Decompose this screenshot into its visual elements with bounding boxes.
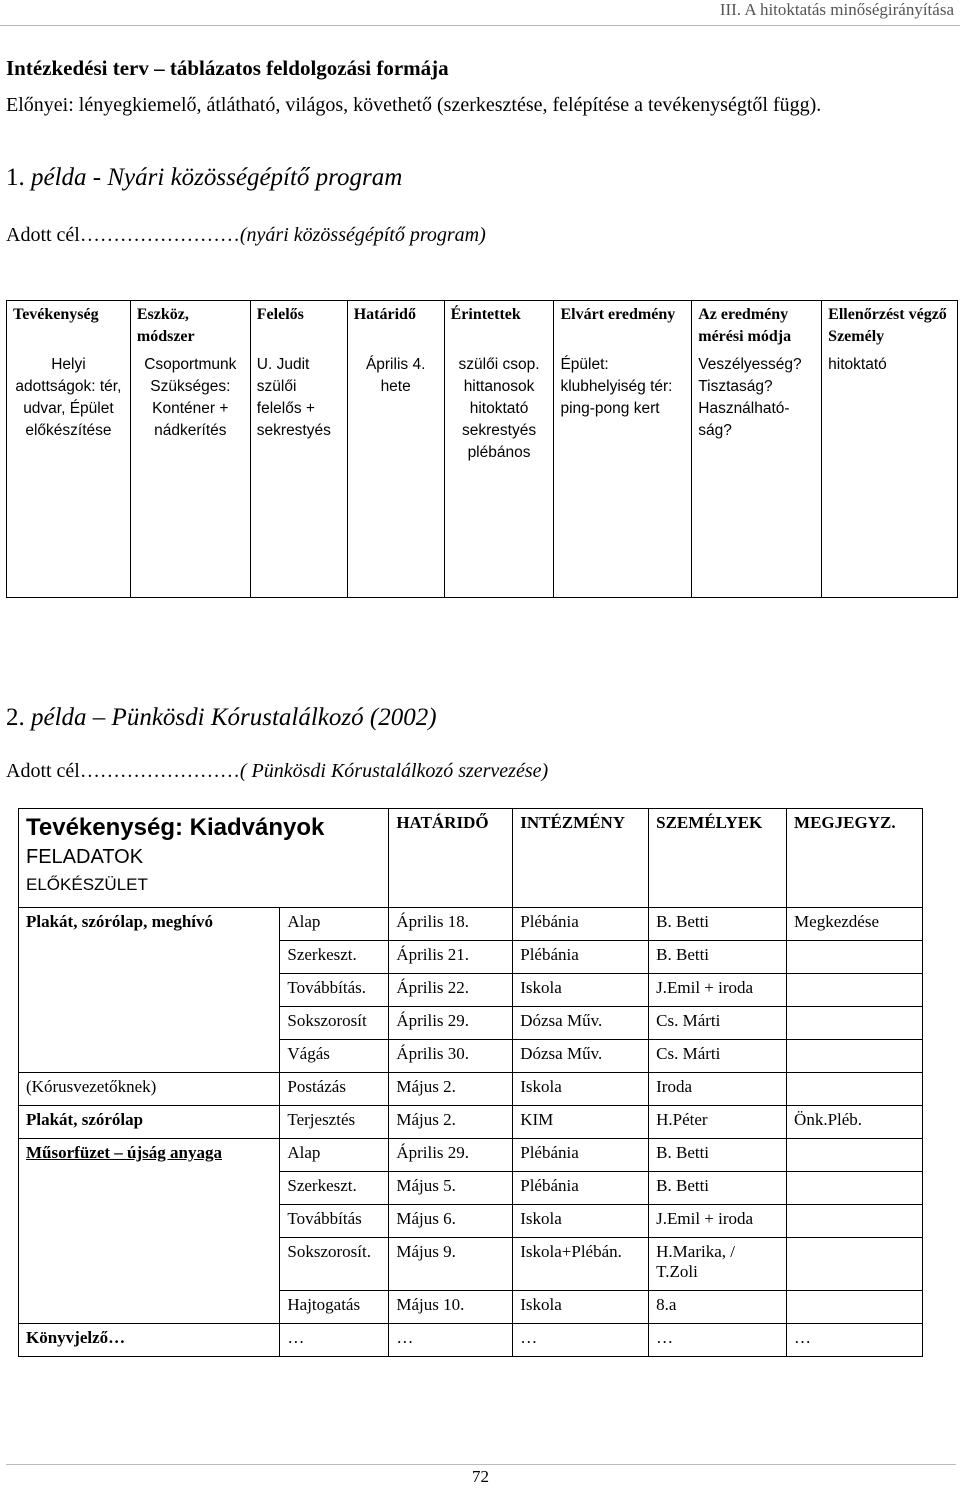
example1-number: 1. [6, 164, 25, 191]
intro-text: Előnyei: lényegkiemelő, átlátható, világos, követhető (szerkesztése, felépítése a tevékenységtől függ). [6, 94, 822, 116]
table-cell: Iskola [513, 1205, 649, 1238]
example1-goal [6, 224, 486, 247]
col-header: Határidő [347, 301, 444, 352]
table-cell: szülői csop. hittanosok hitoktató sekrestyés plébános [444, 351, 554, 598]
task-cell [19, 974, 280, 1007]
col-header: SZEMÉLYEK [649, 809, 787, 908]
example1-title [6, 164, 402, 192]
col-header: Az eredmény mérési módja [692, 301, 822, 352]
table-cell: Iskola [513, 974, 649, 1007]
footer-rule [6, 1464, 956, 1465]
table-row [19, 1291, 923, 1324]
table-body [19, 908, 923, 1357]
table-row [19, 1040, 923, 1073]
table-cell: Alap [280, 1139, 389, 1172]
table-cell: Április 29. [389, 1007, 513, 1040]
table-cell: Sokszorosít. [280, 1238, 389, 1291]
table-cell: Május 9. [389, 1238, 513, 1291]
table-cell [787, 1205, 923, 1238]
table-cell: Helyi adottságok: tér, udvar, Épület előkészítése [7, 351, 131, 598]
task-cell [19, 941, 280, 974]
table-cell: Hajtogatás [280, 1291, 389, 1324]
task-cell [19, 1291, 280, 1324]
table-cell: Továbbítás. [280, 974, 389, 1007]
table-header-row [19, 809, 923, 908]
task-cell [19, 1040, 280, 1073]
header-rule [0, 25, 960, 26]
col-header: Ellenőrzést végző Személy [822, 301, 958, 352]
section-title: Intézkedési terv – táblázatos feldolgozási formája [6, 56, 449, 80]
table-cell: Dózsa Műv. [513, 1040, 649, 1073]
example1-goal-prefix: Adott cél…………………… [6, 224, 240, 246]
table-cell: Vágás [280, 1040, 389, 1073]
table-row [19, 974, 923, 1007]
table-cell: … [513, 1324, 649, 1357]
col-header: Tevékenység [7, 301, 131, 352]
table-cell: Megkezdése [787, 908, 923, 941]
table-cell: 8.a [649, 1291, 787, 1324]
table-cell: Szerkeszt. [280, 941, 389, 974]
table-cell: Plébánia [513, 941, 649, 974]
table-row [19, 1205, 923, 1238]
table-cell: hitoktató [822, 351, 958, 598]
task-cell: Plakát, szórólap [19, 1106, 280, 1139]
table-cell: J.Emil + iroda [649, 974, 787, 1007]
table-cell: Sokszorosít [280, 1007, 389, 1040]
example2-table [18, 808, 923, 1357]
table-cell: Plébánia [513, 1139, 649, 1172]
table-row [19, 941, 923, 974]
table-cell: Dózsa Műv. [513, 1007, 649, 1040]
table-cell: Április 30. [389, 1040, 513, 1073]
table-cell: U. Judit szülői felelős + sekrestyés [250, 351, 347, 598]
running-header: III. A hitoktatás minőségirányítása [719, 0, 954, 19]
table-cell: Iroda [649, 1073, 787, 1106]
table-cell: Terjesztés [280, 1106, 389, 1139]
table-cell: Április 21. [389, 941, 513, 974]
table-row [7, 351, 958, 598]
table-cell: B. Betti [649, 1139, 787, 1172]
table-cell: Május 6. [389, 1205, 513, 1238]
task-cell [19, 1238, 280, 1291]
table-cell [787, 1007, 923, 1040]
table-cell: H.Marika, / T.Zoli [649, 1238, 787, 1291]
col-header: Felelős [250, 301, 347, 352]
example2-goal-prefix: Adott cél…………………… [6, 760, 240, 782]
task-cell: (Kórusvezetőknek) [19, 1073, 280, 1106]
table-row [19, 1324, 923, 1357]
table-cell: Veszélyesség? Tisztaság? Használható-ság? [692, 351, 822, 598]
col-header: Eszköz, módszer [130, 301, 250, 352]
example2-number: 2. [6, 704, 25, 731]
table-cell: KIM [513, 1106, 649, 1139]
table-subtitle: FELADATOK [26, 846, 144, 868]
table-row [19, 1238, 923, 1291]
example2-goal-text: ( Pünkösdi Kórustalálkozó szervezése) [239, 760, 549, 782]
task-cell: Plakát, szórólap, meghívó [19, 908, 280, 941]
table-cell: Cs. Márti [649, 1040, 787, 1073]
example2-title [6, 704, 437, 732]
table-cell: … [649, 1324, 787, 1357]
table-cell: Cs. Márti [649, 1007, 787, 1040]
table-row [19, 1073, 923, 1106]
example1-title-text: példa - Nyári közösségépítő program [31, 164, 403, 191]
table-cell: … [280, 1324, 389, 1357]
table-cell: Április 4. hete [347, 351, 444, 598]
task-cell: Könyvjelző… [19, 1324, 280, 1357]
table-row [19, 1139, 923, 1172]
table-cell [787, 941, 923, 974]
table-cell [787, 1238, 923, 1291]
task-cell: Műsorfüzet – újság anyaga [19, 1139, 280, 1172]
table-cell: Önk.Pléb. [787, 1106, 923, 1139]
task-cell [19, 1172, 280, 1205]
table-cell [787, 1073, 923, 1106]
table-cell: Csoportmunk Szükséges: Konténer + nádkerítés [130, 351, 250, 598]
table-cell: Postázás [280, 1073, 389, 1106]
table-cell: … [787, 1324, 923, 1357]
table-row [19, 1007, 923, 1040]
table-cell: Plébánia [513, 1172, 649, 1205]
table-row [19, 1172, 923, 1205]
table-cell: Május 5. [389, 1172, 513, 1205]
table-title-cell [19, 809, 389, 908]
table-cell: B. Betti [649, 1172, 787, 1205]
table-cell: Május 2. [389, 1073, 513, 1106]
table-title: Tevékenység: Kiadványok [26, 814, 325, 841]
table-row [19, 908, 923, 941]
table-cell: Továbbítás [280, 1205, 389, 1238]
table-cell: Iskola [513, 1291, 649, 1324]
table-cell: Iskola [513, 1073, 649, 1106]
example1-table [6, 300, 958, 598]
table-cell: B. Betti [649, 908, 787, 941]
table-cell: B. Betti [649, 941, 787, 974]
col-header: HATÁRIDŐ [389, 809, 513, 908]
example2-title-text: példa – Pünkösdi Kórustalálkozó (2002) [31, 704, 437, 731]
table-cell [787, 1172, 923, 1205]
col-header: MEGJEGYZ. [787, 809, 923, 908]
table-cell: Április 22. [389, 974, 513, 1007]
table-cell [787, 974, 923, 1007]
example2-goal [6, 760, 548, 783]
task-cell [19, 1205, 280, 1238]
table-cell: … [389, 1324, 513, 1357]
table-cell: J.Emil + iroda [649, 1205, 787, 1238]
table-header-row [7, 301, 958, 352]
table-cell: Iskola+Plébán. [513, 1238, 649, 1291]
table-cell: Április 29. [389, 1139, 513, 1172]
table-cell: Plébánia [513, 908, 649, 941]
table-cell [787, 1139, 923, 1172]
table-row [19, 1106, 923, 1139]
table-cell: Szerkeszt. [280, 1172, 389, 1205]
table-cell: Május 10. [389, 1291, 513, 1324]
page-number: 72 [472, 1467, 489, 1486]
col-header: Elvárt eredmény [554, 301, 692, 352]
table-cell: Épület: klubhelyiség tér: ping-pong kert [554, 351, 692, 598]
table-cell [787, 1040, 923, 1073]
table-cell: Alap [280, 908, 389, 941]
table-cell: Május 2. [389, 1106, 513, 1139]
table-cell: Április 18. [389, 908, 513, 941]
table-subtitle2: ELŐKÉSZÜLET [26, 875, 148, 894]
example1-goal-text: (nyári közösségépítő program) [239, 224, 486, 246]
table-cell: H.Péter [649, 1106, 787, 1139]
col-header: Érintettek [444, 301, 554, 352]
table-cell [787, 1291, 923, 1324]
task-cell [19, 1007, 280, 1040]
col-header: INTÉZMÉNY [513, 809, 649, 908]
